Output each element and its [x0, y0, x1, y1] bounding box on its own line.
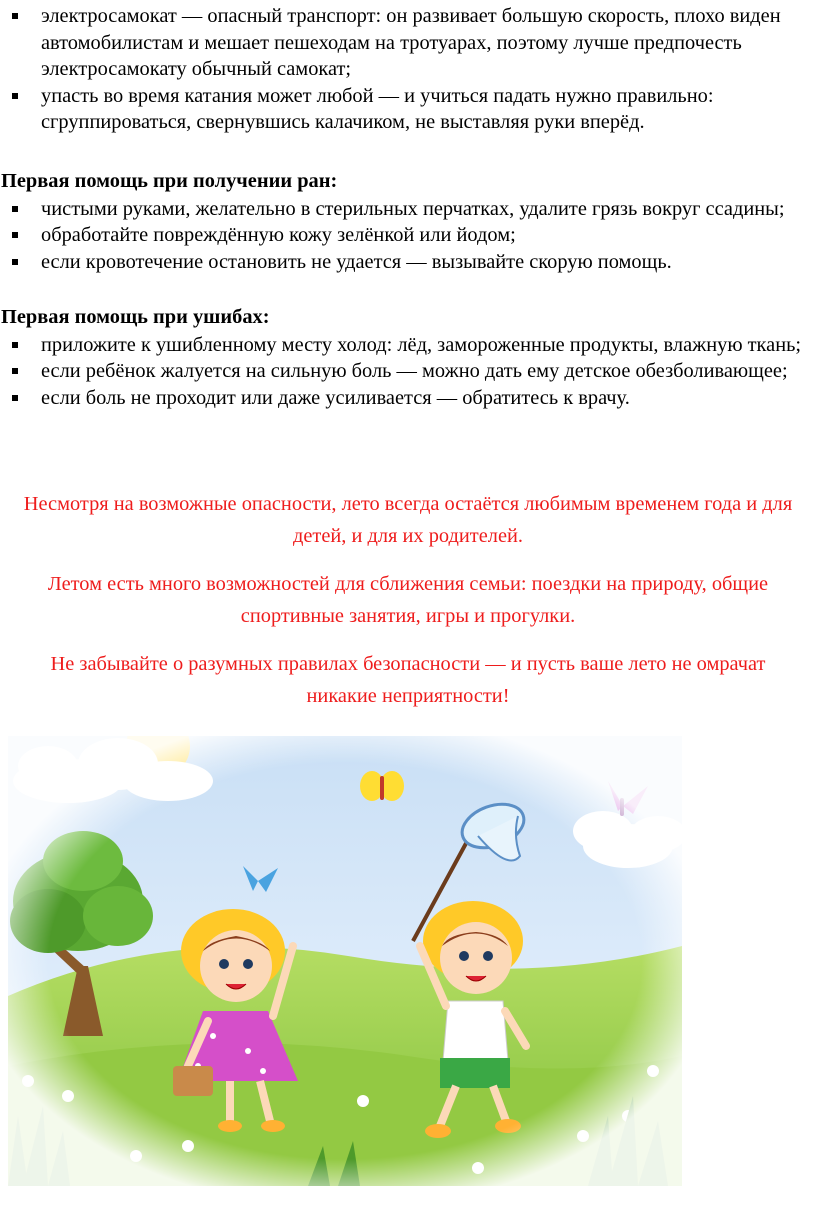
- list-item: чистыми руками, желательно в стерильных перчатках, удалите грязь вокруг ссадины;: [0, 196, 816, 223]
- wounds-heading: Первая помощь при получении ран:: [1, 170, 338, 192]
- intro-bullet-list: [0, 3, 816, 136]
- wounds-section: [0, 166, 816, 275]
- bruises-bullet-list: [0, 332, 816, 412]
- closing-paragraph: Несмотря на возможные опасности, лето всегда остаётся любимым временем года и для детей, и для их родителей.: [23, 493, 793, 547]
- closing-paragraph: Летом есть много возможностей для сближения семьи: поездки на природу, общие спортивные занятия, игры и прогулки.: [47, 573, 769, 627]
- list-item: если кровотечение остановить не удается — вызывайте скорую помощь.: [0, 249, 816, 276]
- wounds-bullet-list: [0, 196, 816, 276]
- vignette: [8, 736, 682, 1186]
- list-item: приложите к ушибленному месту холод: лёд, замороженные продукты, влажную ткань;: [0, 332, 816, 359]
- closing-paragraph: Не забывайте о разумных правилах безопасности — и пусть ваше лето не омрачат никакие неприятности!: [50, 653, 766, 707]
- summer-kids-illustration: [8, 736, 682, 1186]
- list-item: обработайте повреждённую кожу зелёнкой или йодом;: [0, 222, 816, 249]
- bruises-section: [0, 302, 816, 411]
- list-item: упасть во время катания может любой — и учиться падать нужно правильно: сгруппироваться, свернувшись калачиком, не выставляя руки вперёд.: [0, 83, 816, 136]
- list-item: если боль не проходит или даже усиливается — обратитесь к врачу.: [0, 385, 816, 412]
- bruises-heading: Первая помощь при ушибах:: [1, 306, 270, 328]
- list-item: если ребёнок жалуется на сильную боль — можно дать ему детское обезболивающее;: [0, 358, 816, 385]
- list-item: электросамокат — опасный транспорт: он развивает большую скорость, плохо виден автомобилистам и мешает пешеходам на тротуарах, поэтому лучше предпочесть электросамокату обычный самокат;: [0, 3, 816, 83]
- intro-list-section: [0, 3, 816, 136]
